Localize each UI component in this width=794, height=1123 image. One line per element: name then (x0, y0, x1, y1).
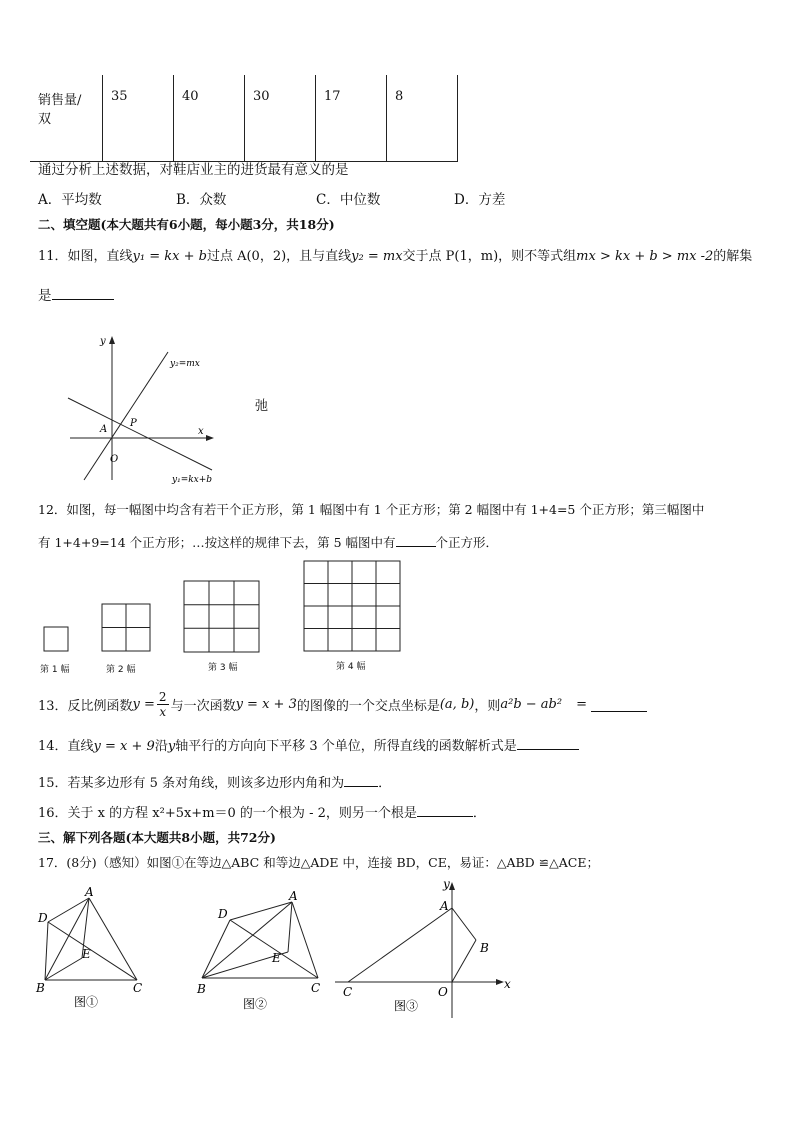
q13-fraction (157, 690, 169, 719)
q11-eq2: y₂ = mx (351, 249, 403, 264)
answer-blank (591, 697, 647, 712)
figure-3-grid (184, 581, 259, 652)
table-cell: 40 (174, 75, 245, 162)
table-cell: 17 (316, 75, 387, 162)
q13-part: 与一次函数 (170, 699, 236, 714)
q10-option-d: D．方差 (454, 192, 506, 208)
graph-line1-label: y₁=kx+b (172, 475, 213, 485)
q13-part: 的图像的一个交点坐标是 (296, 699, 440, 714)
answer-blank (417, 802, 473, 817)
x-axis-arrow (496, 979, 504, 985)
figure-2-grid (102, 604, 150, 651)
q12-line2 (38, 532, 498, 551)
answer-blank (52, 285, 114, 300)
fig3-label-b: B (480, 941, 489, 955)
q16-part: 16．关于 x 的方程 x²+5x+m＝0 的一个根为 - 2，则另一个根是 (38, 806, 417, 821)
q13-part: 13．反比例函数 (38, 699, 133, 714)
fig1-label-a: A (85, 885, 94, 899)
fig2-caption: 图② (243, 997, 268, 1011)
q12-part: 个正方形． (435, 535, 499, 550)
fig3-caption: 图③ (394, 999, 419, 1013)
answer-blank (517, 735, 579, 750)
graph-x-label: x (198, 426, 204, 437)
q17-figure-1 (45, 898, 137, 980)
figure-caption: 第 2 幅 (106, 665, 136, 675)
q11-answer-line (38, 284, 114, 304)
q14-part: 轴平行的方向向下平移 3 个单位，所得直线的函数解析式是 (175, 739, 517, 754)
q14-part: 沿 (154, 739, 168, 754)
fig3-label-y: y (443, 880, 450, 891)
q15-part: 15．若某多边形有 5 条对角线，则该多边形内角和为 (38, 776, 345, 791)
q11-graph (60, 330, 260, 490)
y-axis-arrow (449, 882, 455, 890)
q15-part: ． (378, 776, 392, 791)
q12-part: 有 1+4+9=14 个正方形；…按这样的规律下去，第 5 幅图中有 (38, 535, 396, 550)
fig3-label-x: x (504, 977, 511, 991)
sales-table (30, 75, 458, 162)
fig2-label-c: C (311, 981, 321, 995)
figure-caption: 第 1 幅 (40, 665, 70, 675)
graph-y-label: y (100, 336, 106, 347)
q17-figures (30, 880, 520, 1020)
fig1-label-d: D (38, 911, 48, 925)
q13-expression: a²b − ab² (500, 697, 563, 712)
q16-text (38, 802, 486, 821)
figure-caption: 第 3 幅 (208, 663, 238, 673)
fraction-denominator: x (159, 705, 167, 719)
figure-4-grid (304, 561, 400, 651)
fig1-label-b: B (36, 981, 45, 995)
graph-point-p: P (130, 418, 137, 429)
q17-text: 17．(8分)（感知）如图①在等边△ABC 和等边△ADE 中，连接 BD，CE，易证：△ABD ≌△ACE； (38, 855, 599, 870)
figure-1-grid (44, 627, 68, 651)
graph-point-a: A (100, 424, 108, 435)
table-row (30, 75, 458, 162)
q10-option-b: B．众数 (176, 192, 227, 208)
fig1-caption: 图① (74, 995, 99, 1009)
q14-var: y (167, 739, 176, 754)
q11-text (38, 245, 752, 264)
q13-part: ，则 (474, 699, 501, 714)
fig2-label-a: A (289, 889, 298, 903)
fig3-label-o: O (438, 985, 448, 999)
stray-character: 弛 (255, 399, 269, 414)
table-cell: 8 (387, 75, 458, 162)
fig3-label-a: A (440, 899, 449, 913)
graph-origin-label: O (110, 454, 119, 465)
q12-line1: 12．如图，每一幅图中均含有若干个正方形，第 1 幅图中有 1 个正方形；第 2 幅图中有 1+4=5 个正方形；第三幅图中 (38, 502, 705, 517)
fig1-label-c: C (133, 981, 143, 995)
q13-func1: y = (132, 697, 155, 712)
q16-part: ． (472, 806, 486, 821)
q12-square-figures (40, 558, 410, 658)
q11-inequality: mx > kx + b > mx -2 (576, 249, 714, 264)
q13-part: = (576, 697, 587, 712)
q14-text (38, 735, 579, 754)
fig2-label-e: E (272, 951, 281, 965)
q15-text (38, 772, 391, 791)
fig2-label-d: D (218, 907, 228, 921)
section-3-heading: 三、解下列各题(本大题共8小题，共72分) (38, 830, 276, 845)
graph-line2-label: y₂=mx (170, 359, 200, 369)
q11-part: 11．如图，直线 (38, 249, 133, 264)
q13-func2: y = x + 3 (235, 697, 297, 712)
q13-coord: (a, b) (439, 697, 475, 712)
q11-part: 的解集 (713, 249, 753, 264)
table-cell: 30 (245, 75, 316, 162)
fig1-label-e: E (82, 947, 91, 961)
q11-part: 过点 A(0，2)，且与直线 (206, 249, 352, 264)
fig2-label-b: B (197, 982, 206, 996)
answer-blank (396, 532, 436, 547)
q13-text (38, 690, 647, 719)
table-cell: 35 (103, 75, 174, 162)
fraction-numerator: 2 (158, 690, 167, 704)
table-header-cell: 销售量/双 (30, 75, 103, 162)
q14-eq: y = x + 9 (93, 739, 155, 754)
figure-caption: 第 4 幅 (336, 662, 366, 672)
fig3-label-c: C (343, 985, 353, 999)
q10-option-c: C．中位数 (316, 192, 381, 208)
q10-stem: 通过分析上述数据，对鞋店业主的进货最有意义的是 (38, 162, 349, 178)
q14-part: 14．直线 (38, 739, 94, 754)
q11-eq1: y₁ = kx + b (132, 249, 207, 264)
q11-part: 交于点 P(1，m)，则不等式组 (402, 249, 577, 264)
section-2-heading: 二、填空题(本大题共有6小题，每小题3分，共18分) (38, 217, 335, 232)
q11-part: 是 (38, 288, 52, 304)
answer-blank (344, 772, 378, 787)
q10-option-a: A．平均数 (38, 192, 102, 208)
